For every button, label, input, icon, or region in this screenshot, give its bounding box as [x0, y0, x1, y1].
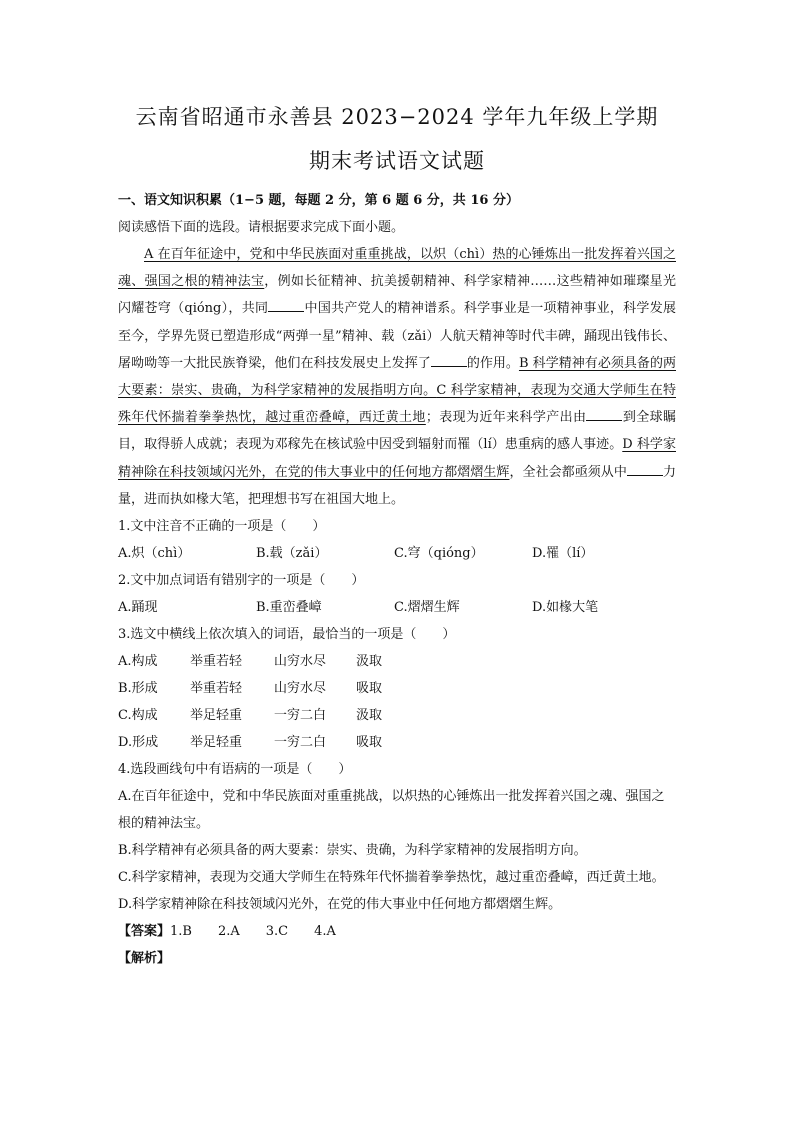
question-2-stem: 2.文中加点词语有错别字的一项是（ ） [118, 573, 365, 589]
option-word: C.构成 [118, 708, 158, 724]
question-3-option-row [118, 702, 676, 729]
reading-passage [118, 241, 676, 513]
passage-text: ；表现为近年来科学产出由 [425, 410, 587, 426]
option-b: B.重峦叠嶂 [256, 600, 322, 616]
question-3-option-row [118, 675, 676, 702]
option-word: A.构成 [118, 654, 158, 670]
option-word: 汲取 [356, 708, 383, 724]
option-word: 举足轻重 [190, 708, 243, 724]
option-a: A.在百年征途中，党和中华民族面对重重挑战，以炽热的心锤炼出一批发挥着兴国之魂、强国之根的精神法宝。 [118, 789, 665, 832]
section-heading: 一、语文知识积累（1−5 题，每题 2 分，第 6 题 6 分，共 16 分） [118, 193, 519, 208]
answer-line [118, 918, 676, 945]
option-d: D.罹（lí） [532, 546, 594, 562]
question-3-stem: 3.选文中横线上依次填入的词语，最恰当的一项是（ ） [118, 627, 456, 643]
fill-blank-2 [431, 354, 467, 367]
fill-blank-1 [268, 299, 304, 312]
option-word: D.形成 [118, 735, 159, 751]
answer-3: 3.C [265, 924, 289, 940]
title-line-1: 云南省昭通市永善县 2023−2024 学年九年级上学期 [135, 105, 659, 129]
option-word: 举足轻重 [190, 735, 243, 751]
option-word: 山穷水尽 [274, 681, 327, 697]
answer-2: 2.A [217, 924, 240, 940]
option-b: B.科学精神有必须具备的两大要素：崇实、贵确，为科学家精神的发展指明方向。 [118, 843, 587, 859]
passage-text: 力量，进而执如椽大笔，把理想书写在祖国大地上。 [118, 464, 676, 507]
underlined-sentence-a: A 在百年征途中，党和中华民族面对重重挑战，以炽（chì）热的心锤炼出一批发挥着兴国之魂、强国之根的精神法宝 [118, 247, 676, 290]
intro-text: 阅读感悟下面的选段。请根据要求完成下面小题。 [118, 220, 405, 235]
option-a: A.炽（chì） [118, 546, 191, 562]
question-3-option-row [118, 648, 676, 675]
option-word: 举重若轻 [190, 681, 243, 697]
option-b: B.载（zǎi） [256, 546, 328, 562]
option-d: D.如椽大笔 [532, 600, 599, 616]
question-1-options [118, 540, 676, 567]
underlined-sentence-d: D 科学家精神除在科技领域闪光外，在党的伟大事业中的任何地方都熠熠生辉 [118, 437, 676, 480]
question-4-stem: 4.选段画线句中有语病的一项是（ ） [118, 762, 352, 778]
option-word: 一穷二白 [274, 735, 327, 751]
option-word: 举重若轻 [190, 654, 243, 670]
analysis-label: 【解析】 [118, 951, 171, 967]
underlined-sentence-b: B 科学精神有必须具备的两大要素：崇实、贵确，为科学家精神的发展指明方向。 [118, 355, 676, 399]
analysis-line [118, 945, 676, 972]
option-word: 吸取 [356, 735, 383, 751]
option-word: 一穷二白 [274, 708, 327, 724]
title-line-2: 期末考试语文试题 [309, 149, 485, 173]
question-3-option-row [118, 729, 676, 756]
question-2-options [118, 594, 676, 621]
passage-text: 到全球瞩目，取得骄人成就；表现为邓稼先在核试验中因受到辐射而罹（lí）患重病的感人事迹。 [118, 410, 676, 453]
passage-text: 中国共产党人的精神谱系。科学事业是一项精神事业，科学发展至今，学界先贤已塑造形成“两弹一星”精神、载（zǎi）人航天精神等时代丰碑，踊现出钱伟长、屠呦呦等一大批民族脊梁，他们在科技发展史上发挥了 [118, 301, 676, 371]
option-c: C.科学家精神，表现为交通大学师生在特殊年代怀揣着拳拳热忱，越过重峦叠嶂，西迁黄土地。 [118, 870, 665, 886]
answer-4: 4.A [314, 924, 336, 940]
option-word: B.形成 [118, 681, 158, 697]
fill-blank-4 [627, 463, 663, 476]
option-c: C.穹（qióng） [394, 546, 484, 562]
fill-blank-3 [586, 408, 622, 421]
option-a: A.踊现 [118, 600, 158, 616]
option-d: D.科学家精神除在科技领域闪光外，在党的伟大事业中任何地方都熠熠生辉。 [118, 897, 562, 913]
answer-1: 1.B [170, 924, 192, 940]
option-word: 山穷水尽 [274, 654, 327, 670]
option-word: 吸取 [356, 681, 383, 697]
passage-text: ，全社会都亟须从中 [509, 464, 627, 480]
option-c: C.熠熠生辉 [394, 600, 460, 616]
passage-text: 的作用。 [466, 355, 519, 371]
option-word: 汲取 [356, 654, 383, 670]
passage-text: ，例如长征精神、抗美援朝精神、科学家精神……这些精神如璀璨星光闪耀苍穹（qióng），共同 [118, 274, 676, 317]
answer-label: 【答案】 [118, 924, 171, 940]
underlined-sentence-c: C 科学家精神，表现为交通大学师生在特殊年代怀揣着拳拳热忱，越过重峦叠嶂，西迁黄土地 [118, 383, 676, 426]
question-1-stem: 1.文中注音不正确的一项是（ ） [118, 519, 326, 535]
